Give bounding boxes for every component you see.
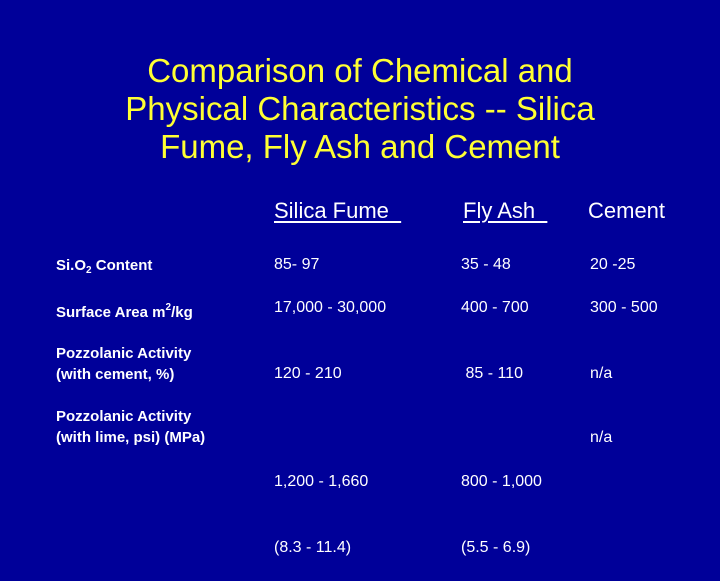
slide-title [40, 52, 680, 166]
cell-line-1: 1,200 - 1,660 [274, 473, 369, 490]
subscript: 2 [86, 265, 92, 276]
cell-silica-fume-pozzolanic-lime [274, 427, 368, 581]
row-label-pozzolanic-lime [56, 406, 205, 448]
row-label-text: Si.O [56, 257, 87, 274]
cell-fly-ash-surface-area: 400 - 700 [461, 299, 529, 316]
cell-silica-fume-pozzolanic-cement: 120 - 210 [274, 365, 342, 382]
column-header-silica-fume: Silica Fume [274, 198, 402, 223]
row-label-text: /kg [171, 304, 193, 321]
cell-cement-pozzolanic-lime: n/a [590, 429, 613, 446]
title-line-2: Physical Characteristics -- Silica [125, 90, 595, 127]
cell-silica-fume-sio2: 85- 97 [274, 256, 320, 273]
superscript: 2 [165, 302, 172, 313]
cell-line-2: (8.3 - 11.4) [274, 539, 352, 556]
row-label-line-2: (with cement, %) [56, 366, 175, 383]
cell-cement-pozzolanic-cement: n/a [590, 365, 613, 382]
title-line-3: Fume, Fly Ash and Cement [160, 128, 560, 165]
row-label-line-1: Pozzolanic Activity [56, 408, 192, 425]
row-label-text: Content [91, 257, 153, 274]
row-label-surface-area [56, 297, 193, 323]
column-header-fly-ash: Fly Ash [463, 198, 548, 223]
cell-fly-ash-pozzolanic-cement: 85 - 110 [461, 365, 523, 382]
row-label-line-2: (with lime, psi) (MPa) [56, 429, 206, 446]
column-header-cement: Cement [588, 198, 666, 223]
cell-fly-ash-sio2: 35 - 48 [461, 256, 511, 273]
row-label-text: Surface Area m [56, 304, 166, 321]
row-label-pozzolanic-cement [56, 343, 191, 385]
cell-line-2: (5.5 - 6.9) [461, 539, 531, 556]
cell-silica-fume-surface-area: 17,000 - 30,000 [274, 299, 387, 316]
cell-fly-ash-pozzolanic-lime [461, 427, 542, 581]
cell-cement-surface-area: 300 - 500 [590, 299, 658, 316]
cell-line-1: 800 - 1,000 [461, 473, 542, 490]
cell-cement-sio2: 20 -25 [590, 256, 636, 273]
title-line-1: Comparison of Chemical and [147, 52, 573, 89]
row-label-sio2-content [56, 255, 152, 281]
row-label-line-1: Pozzolanic Activity [56, 345, 192, 362]
